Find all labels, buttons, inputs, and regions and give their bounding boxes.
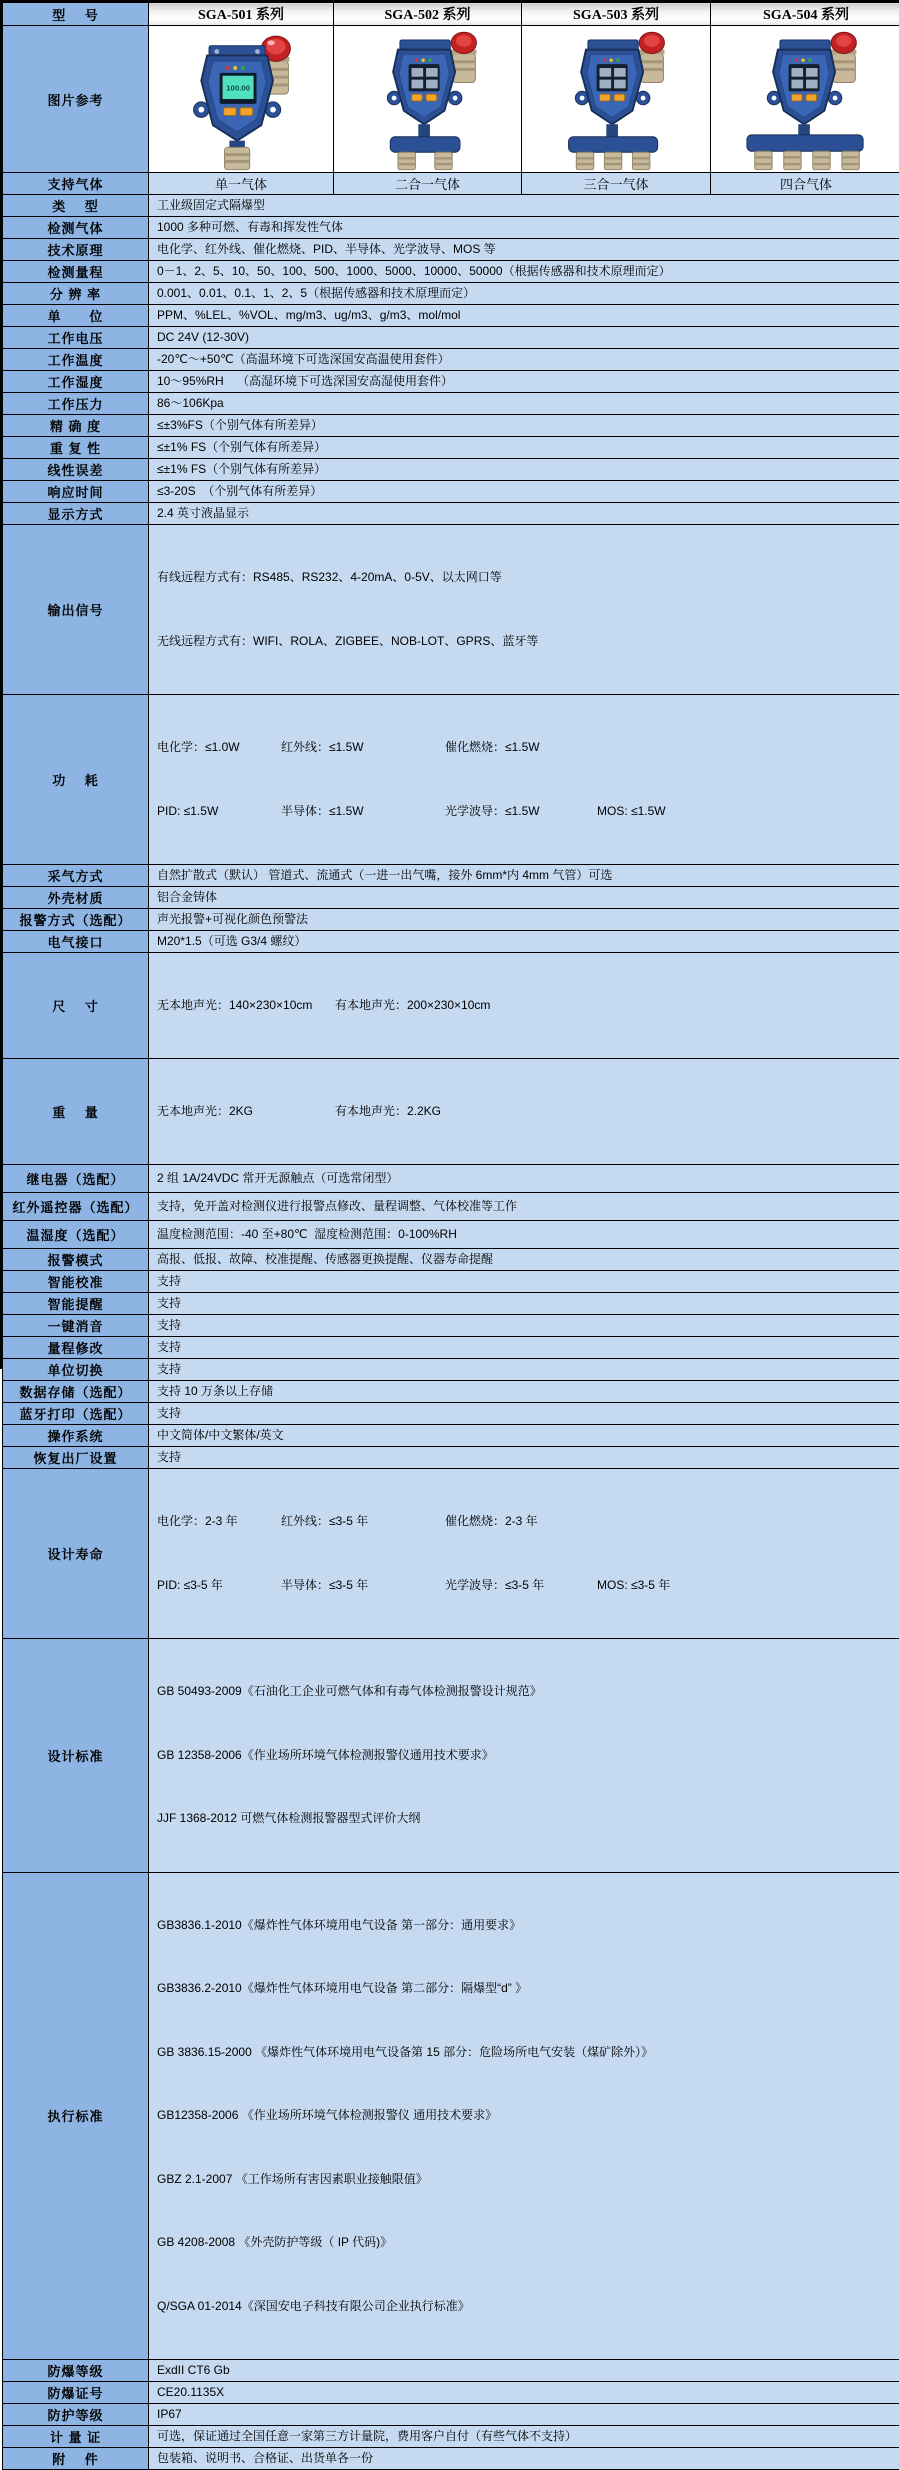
gas-value-4: 四合气体 — [711, 173, 899, 195]
row-label: 继电器（选配） — [3, 1165, 149, 1193]
gas-detector-4-sensor — [714, 27, 898, 171]
detector-body — [194, 55, 281, 140]
row-value: 2 组 1A/24VDC 常开无源触点（可选常闭型） — [149, 1165, 899, 1193]
row-value: -20℃～+50℃（高温环境下可选深国安高温使用套件） — [149, 349, 899, 371]
row-label: 输出信号 — [3, 525, 149, 695]
screen-reading: 100.00 — [226, 83, 250, 92]
row-label: 检测量程 — [3, 261, 149, 283]
spec-row-alarm-modes — [3, 1249, 899, 1271]
power-mos: MOS: ≤1.5W — [597, 801, 893, 823]
spec-row-ex-cert — [3, 2382, 899, 2404]
row-value: 10～95%RH （高湿环境下可选深国安高湿使用套件） — [149, 371, 899, 393]
manifold — [390, 137, 460, 152]
spec-row-reset — [3, 1447, 899, 1469]
sensor-head — [225, 141, 250, 170]
spec-row-type — [3, 195, 899, 217]
spec-row-humidity — [3, 371, 899, 393]
spec-row-shell — [3, 887, 899, 909]
row-value: 温度检测范围：-40 至+80℃ 湿度检测范围：0-100%RH — [149, 1221, 899, 1249]
power-infrared: 红外线：≤1.5W — [281, 737, 445, 759]
row-label: 外壳材质 — [3, 887, 149, 909]
life-line-1 — [157, 1511, 893, 1533]
model-header-sga503: SGA-503 系列 — [522, 3, 711, 26]
size-line — [157, 995, 893, 1016]
spec-row-accuracy — [3, 415, 899, 437]
row-value — [149, 525, 899, 695]
row-value: ≤±1% FS（个别气体有所差异） — [149, 437, 899, 459]
row-label: 工作湿度 — [3, 371, 149, 393]
row-label: 显示方式 — [3, 503, 149, 525]
spec-row-voltage — [3, 327, 899, 349]
product-image-sga504 — [711, 26, 899, 173]
row-value: IP67 — [149, 2404, 899, 2426]
row-label: 线性误差 — [3, 459, 149, 481]
row-label: 响应时间 — [3, 481, 149, 503]
row-value — [149, 1639, 899, 1873]
spec-row-response — [3, 481, 899, 503]
row-label: 技术原理 — [3, 239, 149, 261]
manifold — [569, 137, 658, 152]
model-header-label: 型 号 — [3, 3, 149, 26]
stem — [418, 124, 430, 137]
output-wireless: 无线远程方式有：WIFI、ROLA、ZIGBEE、NOB-LOT、GPRS、蓝牙等 — [157, 631, 893, 653]
spec-row-port — [3, 931, 899, 953]
row-value: 铝合金铸体 — [149, 887, 899, 909]
spec-row-pressure — [3, 393, 899, 415]
model-header-sga501: SGA-501 系列 — [149, 3, 334, 26]
button-right — [240, 108, 253, 116]
row-label: 工作温度 — [3, 349, 149, 371]
row-label: 附 件 — [3, 2448, 149, 2470]
exec-std-line: GBZ 2.1-2007 《工作场所有害因素职业接触限值》 — [157, 2169, 893, 2191]
row-value: 高报、低报、故障、校准提醒、传感器更换提醒、仪器寿命提醒 — [149, 1249, 899, 1271]
row-label: 防护等级 — [3, 2404, 149, 2426]
row-value: 2.4 英寸液晶显示 — [149, 503, 899, 525]
row-label: 采气方式 — [3, 865, 149, 887]
spec-row-smart-remind — [3, 1293, 899, 1315]
life-semiconductor: 半导体：≤3-5 年 — [281, 1575, 445, 1597]
spec-row-relay — [3, 1165, 899, 1193]
row-label: 电气接口 — [3, 931, 149, 953]
row-label: 蓝牙打印（选配） — [3, 1403, 149, 1425]
row-label: 工作电压 — [3, 327, 149, 349]
spec-row-accessories — [3, 2448, 899, 2470]
row-value: 支持 — [149, 1271, 899, 1293]
row-label: 温湿度（选配） — [3, 1221, 149, 1249]
row-label: 类 型 — [3, 195, 149, 217]
spec-row-ip — [3, 2404, 899, 2426]
row-value — [149, 1872, 899, 2360]
row-label: 防爆等级 — [3, 2360, 149, 2382]
stem — [606, 124, 618, 137]
image-row — [3, 26, 899, 173]
row-label: 分 辨 率 — [3, 283, 149, 305]
power-blank — [597, 737, 893, 759]
model-header-sga504: SGA-504 系列 — [711, 3, 899, 26]
row-value: 支持 10 万条以上存储 — [149, 1381, 899, 1403]
power-electrochem: 电化学：≤1.0W — [157, 737, 281, 759]
row-label: 智能提醒 — [3, 1293, 149, 1315]
row-label: 重 量 — [3, 1059, 149, 1165]
row-label: 单 位 — [3, 305, 149, 327]
life-optical: 光学波导：≤3-5 年 — [445, 1575, 597, 1597]
spec-table — [2, 2, 899, 2470]
life-mos: MOS: ≤3-5 年 — [597, 1575, 893, 1597]
weight-with-sounder: 有本地声光：2.2KG — [335, 1101, 893, 1122]
sensor-heads — [755, 151, 860, 169]
row-value: 支持 — [149, 1447, 899, 1469]
row-value: M20*1.5（可选 G3/4 螺纹） — [149, 931, 899, 953]
size-with-sounder: 有本地声光：200×230×10cm — [335, 995, 893, 1016]
spec-row-resolution — [3, 283, 899, 305]
row-label: 红外遥控器（选配） — [3, 1193, 149, 1221]
image-row-label: 图片参考 — [3, 26, 149, 173]
row-label: 设计标准 — [3, 1639, 149, 1873]
row-value — [149, 1059, 899, 1165]
spec-row-mute — [3, 1315, 899, 1337]
row-label: 重 复 性 — [3, 437, 149, 459]
stem — [798, 124, 810, 135]
row-value: 支持 — [149, 1403, 899, 1425]
life-pid: PID: ≤3-5 年 — [157, 1575, 281, 1597]
row-value: PPM、%LEL、%VOL、mg/m3、ug/m3、g/m3、mol/mol — [149, 305, 899, 327]
size-no-sounder: 无本地声光：140×230×10cm — [157, 995, 335, 1016]
power-catalytic: 催化燃烧：≤1.5W — [445, 737, 597, 759]
row-label: 尺 寸 — [3, 953, 149, 1059]
sensor-heads — [576, 152, 650, 169]
row-label: 工作压力 — [3, 393, 149, 415]
life-infrared: 红外线：≤3-5 年 — [281, 1511, 445, 1533]
row-label: 量程修改 — [3, 1337, 149, 1359]
gas-detector-1-sensor — [149, 27, 333, 171]
life-electrochem: 电化学：2-3 年 — [157, 1511, 281, 1533]
sensor-heads — [397, 152, 451, 169]
row-label: 恢复出厂设置 — [3, 1447, 149, 1469]
row-value: 工业级固定式隔爆型 — [149, 195, 899, 217]
spec-row-storage — [3, 1381, 899, 1403]
manifold — [747, 135, 863, 151]
row-value: CE20.1135X — [149, 2382, 899, 2404]
gas-value-1: 单一气体 — [149, 173, 334, 195]
row-value: 支持 — [149, 1359, 899, 1381]
row-value: ≤±3%FS（个别气体有所差异） — [149, 415, 899, 437]
button-left — [224, 108, 237, 116]
row-label: 智能校准 — [3, 1271, 149, 1293]
row-label: 防爆证号 — [3, 2382, 149, 2404]
spec-row-temp — [3, 349, 899, 371]
row-value: 包装箱、说明书、合格证、出货单各一份 — [149, 2448, 899, 2470]
row-label: 计 量 证 — [3, 2426, 149, 2448]
spec-row-metrology — [3, 2426, 899, 2448]
row-value — [149, 1469, 899, 1639]
spec-row-life — [3, 1469, 899, 1639]
gas-detector-3-sensor — [524, 27, 708, 171]
spec-row-os — [3, 1425, 899, 1447]
spec-row-remote — [3, 1193, 899, 1221]
power-line-2 — [157, 801, 893, 823]
row-label: 设计寿命 — [3, 1469, 149, 1639]
row-value: ≤3-20S （个别气体有所差异） — [149, 481, 899, 503]
row-value: 支持 — [149, 1315, 899, 1337]
gas-row-label: 支持气体 — [3, 173, 149, 195]
header-row — [3, 3, 899, 26]
row-label: 精 确 度 — [3, 415, 149, 437]
product-image-sga501 — [149, 26, 334, 173]
row-value: 支持 — [149, 1293, 899, 1315]
detector-body — [767, 50, 842, 125]
gas-value-2: 二合一气体 — [334, 173, 522, 195]
row-label: 报警模式 — [3, 1249, 149, 1271]
design-std-line: JJF 1368-2012 可燃气体检测报警器型式评价大纲 — [157, 1808, 893, 1830]
exec-std-line: GB3836.2-2010《爆炸性气体环境用电气设备 第二部分：隔爆型“d” 》 — [157, 1978, 893, 2000]
weight-no-sounder: 无本地声光：2KG — [157, 1101, 335, 1122]
row-value: 0.001、0.01、0.1、1、2、5（根据传感器和技术原理而定） — [149, 283, 899, 305]
row-value: 1000 多种可燃、有毒和挥发性气体 — [149, 217, 899, 239]
power-pid: PID: ≤1.5W — [157, 801, 281, 823]
design-std-line: GB 50493-2009《石油化工企业可燃气体和有毒气体检测报警设计规范》 — [157, 1681, 893, 1703]
exec-std-line: GB 3836.15-2000 《爆炸性气体环境用电气设备第 15 部分：危险场所电气安装（煤矿除外）》 — [157, 2042, 893, 2064]
spec-row-smart-cal — [3, 1271, 899, 1293]
power-semiconductor: 半导体：≤1.5W — [281, 801, 445, 823]
life-catalytic: 催化燃烧：2-3 年 — [445, 1511, 597, 1533]
spec-row-ex-grade — [3, 2360, 899, 2382]
spec-row-sampling — [3, 865, 899, 887]
life-line-2 — [157, 1575, 893, 1597]
spec-row-bt-print — [3, 1403, 899, 1425]
spec-row-linearity — [3, 459, 899, 481]
row-label: 一键消音 — [3, 1315, 149, 1337]
row-value — [149, 695, 899, 865]
row-value: 自然扩散式（默认） 管道式、流通式（一进一出气嘴，接外 6mm*内 4mm 气管）可选 — [149, 865, 899, 887]
spec-row-temp-hum — [3, 1221, 899, 1249]
spec-row-size — [3, 953, 899, 1059]
row-value: ≤±1% FS（个别气体有所差异） — [149, 459, 899, 481]
exec-std-line: Q/SGA 01-2014《深国安电子科技有限公司企业执行标准》 — [157, 2296, 893, 2318]
spec-row-detect-gas — [3, 217, 899, 239]
spec-row-weight — [3, 1059, 899, 1165]
product-image-sga503 — [522, 26, 711, 173]
spec-row-unit-switch — [3, 1359, 899, 1381]
power-line-1 — [157, 737, 893, 759]
row-value — [149, 953, 899, 1059]
exec-std-line: GB 4208-2008 《外壳防护等级（ IP 代码)》 — [157, 2232, 893, 2254]
row-value: 0－1、2、5、10、50、100、500、1000、5000、10000、50000（根据传感器和技术原理而定） — [149, 261, 899, 283]
exec-std-line: GB12358-2006 《作业场所环境气体检测报警仪 通用技术要求》 — [157, 2105, 893, 2127]
row-value: 支持 — [149, 1337, 899, 1359]
row-label: 操作系统 — [3, 1425, 149, 1447]
product-image-sga502 — [334, 26, 522, 173]
life-blank — [597, 1511, 893, 1533]
row-label: 检测气体 — [3, 217, 149, 239]
row-value: DC 24V (12-30V) — [149, 327, 899, 349]
detector-body — [575, 50, 650, 125]
exec-std-line: GB3836.1-2010《爆炸性气体环境用电气设备 第一部分：通用要求》 — [157, 1915, 893, 1937]
spec-row-exec-std — [3, 1872, 899, 2360]
spec-row-design-std — [3, 1639, 899, 1873]
row-label: 数据存储（选配） — [3, 1381, 149, 1403]
row-label: 功 耗 — [3, 695, 149, 865]
model-header-sga502: SGA-502 系列 — [334, 3, 522, 26]
row-value: 可选，保证通过全国任意一家第三方计量院，费用客户自付（有些气体不支持） — [149, 2426, 899, 2448]
spec-row-power — [3, 695, 899, 865]
row-label: 执行标准 — [3, 1872, 149, 2360]
spec-row-unit — [3, 305, 899, 327]
weight-line — [157, 1101, 893, 1122]
gas-value-3: 三合一气体 — [522, 173, 711, 195]
spec-row-repeatability — [3, 437, 899, 459]
row-value: 声光报警+可视化颜色预警法 — [149, 909, 899, 931]
row-value: 中文简体/中文繁体/英文 — [149, 1425, 899, 1447]
spec-row-range-mod — [3, 1337, 899, 1359]
row-label: 单位切换 — [3, 1359, 149, 1381]
power-optical: 光学波导：≤1.5W — [445, 801, 597, 823]
detector-body — [387, 50, 462, 125]
spec-row-alarm-opt — [3, 909, 899, 931]
row-value: ExdII CT6 Gb — [149, 2360, 899, 2382]
spec-row-display — [3, 503, 899, 525]
spec-row-principle — [3, 239, 899, 261]
gas-row — [3, 173, 899, 195]
output-wired: 有线远程方式有：RS485、RS232、4-20mA、0-5V、以太网口等 — [157, 567, 893, 589]
gas-detector-2-sensor — [336, 27, 520, 171]
row-value: 86～106Kpa — [149, 393, 899, 415]
row-label: 报警方式（选配） — [3, 909, 149, 931]
row-value: 支持，免开盖对检测仪进行报警点修改、量程调整、气体校准等工作 — [149, 1193, 899, 1221]
spec-row-range — [3, 261, 899, 283]
row-value: 电化学、红外线、催化燃烧、PID、半导体、光学波导、MOS 等 — [149, 239, 899, 261]
design-std-line: GB 12358-2006《作业场所环境气体检测报警仪通用技术要求》 — [157, 1745, 893, 1767]
spec-row-output-signal — [3, 525, 899, 695]
